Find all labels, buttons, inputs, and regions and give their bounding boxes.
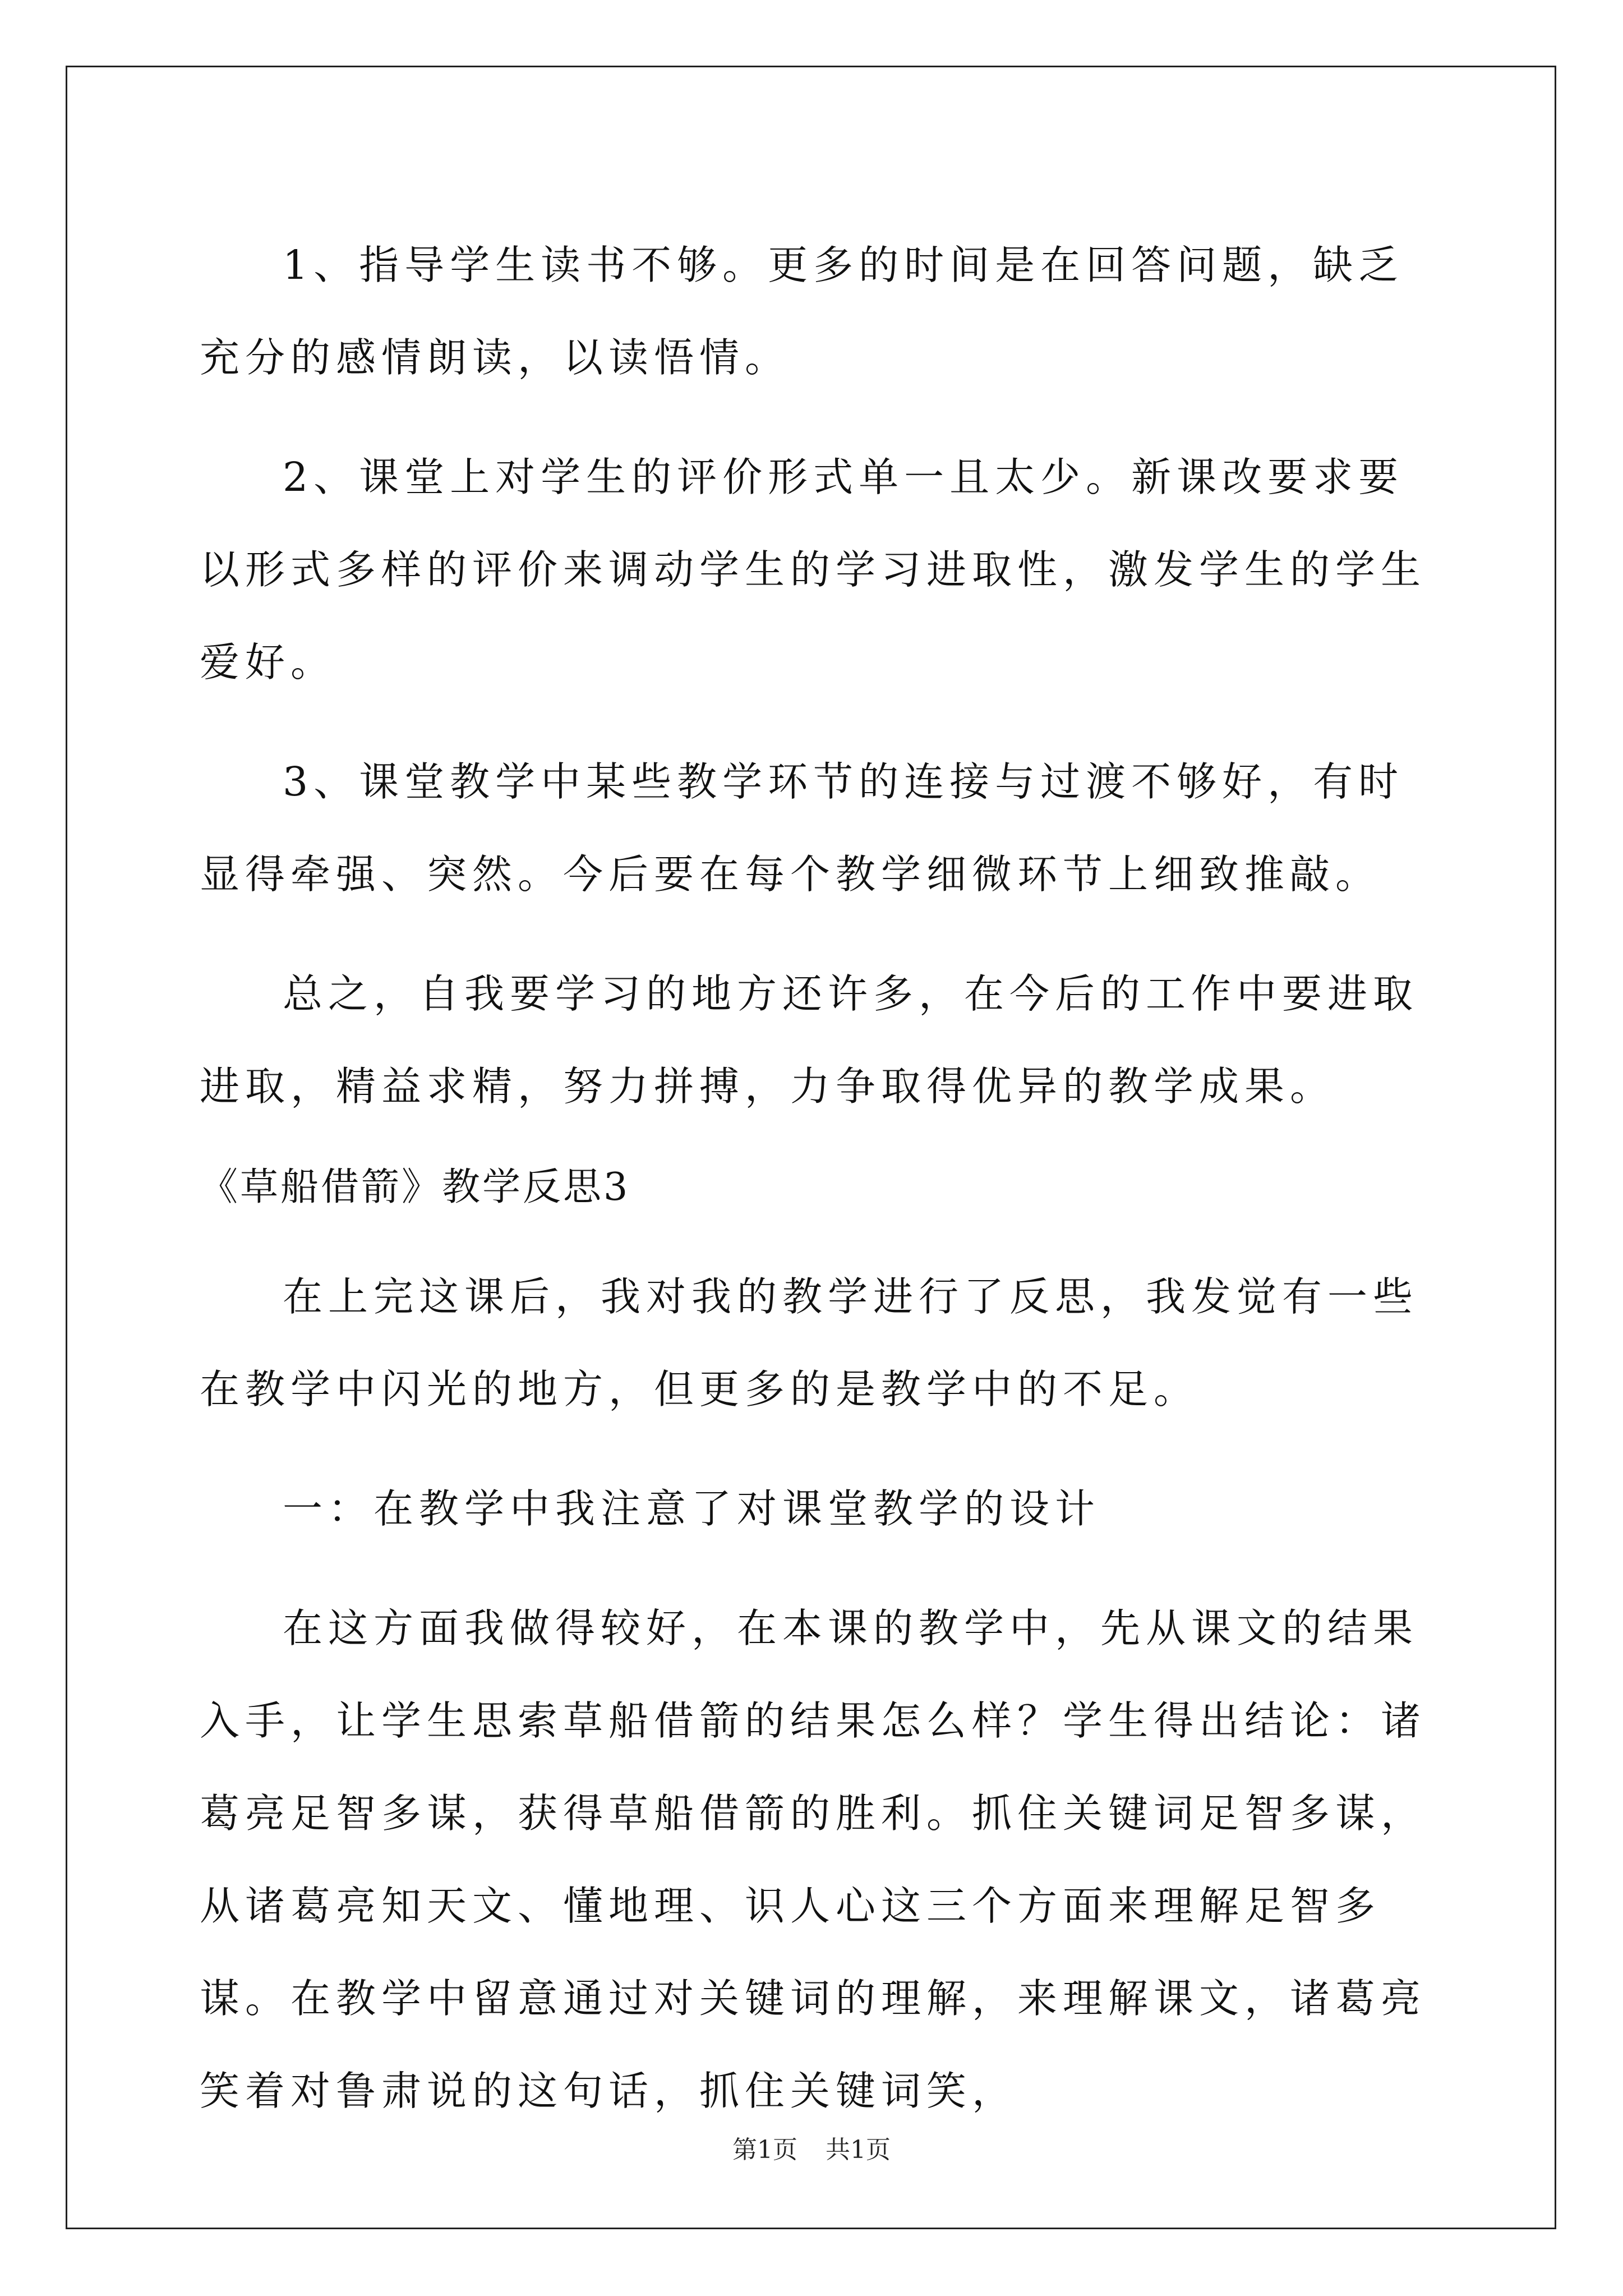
paragraph: 一：在教学中我注意了对课堂教学的设计	[283, 1485, 1101, 1532]
paragraph: 1、指导学生读书不够。更多的时间是在回答问题，缺乏充分的感情朗读，以读悟情。	[200, 242, 1404, 381]
page-footer	[0, 2133, 1623, 2167]
paragraph: 在这方面我做得较好，在本课的教学中，先从课文的结果入手，让学生思索草船借箭的结果怎么样？学生得出结论：诸葛亮足智多谋，获得草船借箭的胜利。抓住关键词足智多谋，从诸葛亮知天文、懂地理、识人心这三个方面来理解足智多谋。在教学中留意通过对关键词的理解，来理解课文，诸葛亮笑着对鲁肃说的这句话，抓住关键词笑，	[200, 1605, 1427, 2114]
page-total: 共1页	[826, 2136, 891, 2164]
paragraph: 在上完这课后，我对我的教学进行了反思，我发觉有一些在教学中闪光的地方，但更多的是教学中的不足。	[200, 1273, 1419, 1412]
section-heading: 《草船借箭》教学反思3	[200, 1165, 630, 1209]
paragraph: 3、课堂教学中某些教学环节的连接与过渡不够好，有时显得牵强、突然。今后要在每个教学细微环节上细致推敲。	[200, 758, 1404, 898]
paragraph: 2、课堂上对学生的评价形式单一且太少。新课改要求要以形式多样的评价来调动学生的学习进取性，激发学生的学生爱好。	[200, 454, 1427, 685]
page-number: 第1页	[732, 2136, 797, 2164]
paragraph: 总之，自我要学习的地方还许多，在今后的工作中要进取进取，精益求精，努力拼搏，力争取得优异的教学成果。	[200, 970, 1419, 1110]
document-body	[200, 219, 1428, 2164]
